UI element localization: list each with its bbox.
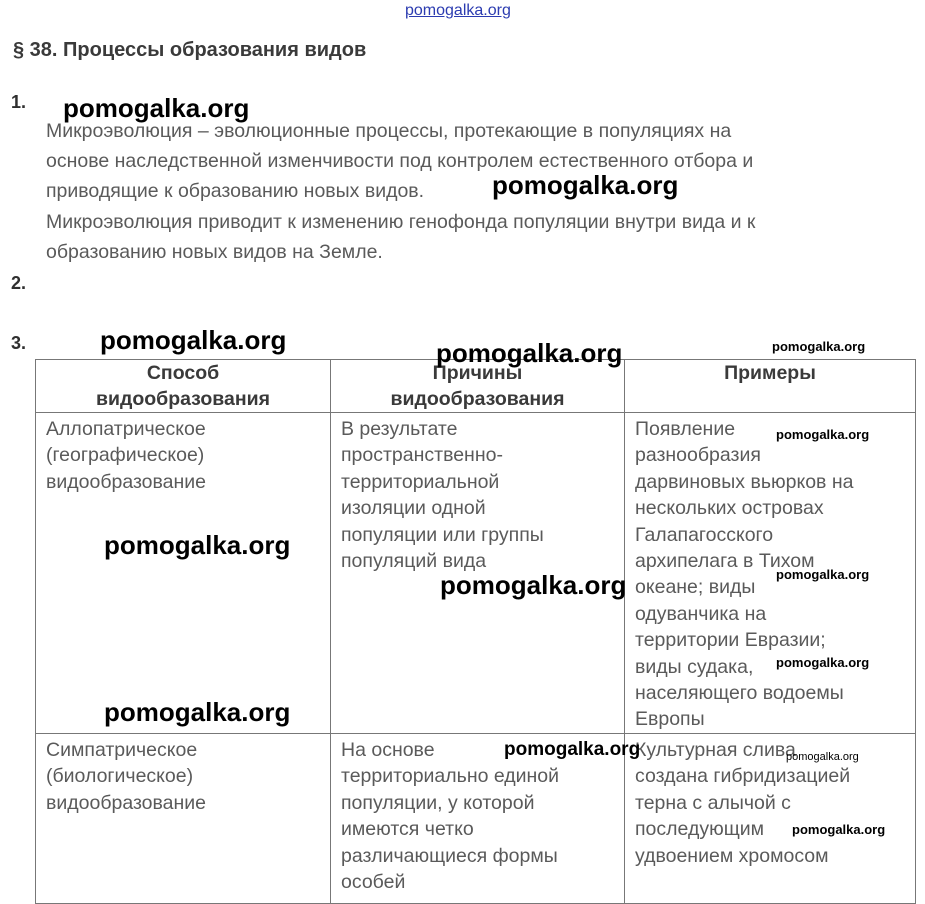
question-1-number: 1. (11, 92, 27, 112)
cell-line: территории Евразии; (635, 629, 826, 652)
cell-line: видообразование (46, 791, 207, 814)
cell-line: территориальной (341, 470, 500, 493)
cell-line: изоляции одной (341, 497, 486, 520)
header-line: видообразования (390, 388, 565, 410)
cell-line: дарвиновых вьюрков на (635, 470, 854, 493)
header-line: Примеры (724, 362, 816, 384)
header-line: Причины (432, 362, 523, 384)
cell-line: популяции, у которой (341, 791, 535, 814)
table-cell-method (36, 733, 331, 903)
watermark: pomogalka.org (772, 339, 866, 354)
table-row (36, 733, 916, 903)
cell-line: пространственно- (341, 444, 503, 467)
cell-line: На основе (341, 738, 435, 761)
cell-line: популяций вида (341, 550, 487, 573)
text-line: приводящие к образованию новых видов. (46, 180, 425, 202)
table-cell-examples (625, 413, 916, 734)
cell-line: В результате (341, 418, 458, 440)
cell-line: (географическое) (46, 444, 205, 467)
cell-line: различающиеся формы (341, 844, 558, 867)
cell-line: терна с алычой с (635, 791, 791, 814)
watermark: pomogalka.org (436, 338, 623, 368)
cell-line: создана гибридизацией (635, 765, 851, 788)
cell-line: виды судака, (635, 655, 754, 678)
cell-line: Культурная слива (635, 738, 796, 761)
watermark: pomogalka.org (104, 530, 291, 560)
question-2-number: 2. (11, 273, 27, 293)
watermark: pomogalka.org (792, 822, 886, 837)
watermark: pomogalka.org (504, 739, 641, 760)
cell-line: популяции или группы (341, 523, 544, 546)
cell-line: имеются четко (341, 818, 474, 841)
text-line: образованию новых видов на Земле. (46, 241, 383, 263)
cell-line: Галапагосского (635, 523, 774, 546)
cell-line: территориально единой (341, 765, 560, 788)
header-examples (625, 360, 916, 413)
cell-line: Европы (635, 708, 705, 731)
cell-line: удвоением хромосом (635, 844, 829, 867)
cell-line: архипелага в Тихом (635, 550, 815, 573)
text-line: Микроэволюция – эволюционные процессы, протекающие в популяциях на (46, 120, 732, 142)
watermark: pomogalka.org (776, 427, 870, 442)
watermark: pomogalka.org (100, 325, 287, 355)
cell-line: одуванчика на (635, 602, 767, 625)
cell-line: последующим (635, 818, 765, 841)
cell-line: видообразование (46, 470, 207, 493)
question-3-number: 3. (11, 333, 27, 353)
table-cell-examples (625, 733, 916, 903)
watermark: pomogalka.org (104, 697, 291, 727)
cell-line: Аллопатрическое (46, 418, 206, 440)
text-line: Микроэволюция приводит к изменению генофонда популяции внутри вида и к (46, 211, 756, 233)
header-method (36, 360, 331, 413)
text-line: основе наследственной изменчивости под контролем естественного отбора и (46, 150, 754, 172)
cell-line: (биологическое) (46, 765, 194, 788)
cell-line: разнообразия (635, 444, 761, 467)
watermark-top-link[interactable]: pomogalka.org (405, 2, 511, 19)
watermark: pomogalka.org (492, 170, 679, 200)
watermark: pomogalka.org (776, 655, 870, 670)
watermark: pomogalka.org (776, 567, 870, 582)
page-title: § 38. Процессы образования видов (13, 39, 367, 61)
question-1-paragraph-2 (46, 207, 755, 267)
cell-line: Появление (635, 418, 736, 440)
header-line: Способ (146, 362, 220, 384)
watermark: pomogalka.org (63, 93, 250, 123)
watermark: pomogalka.org (786, 751, 859, 763)
watermark: pomogalka.org (440, 570, 627, 600)
cell-line: нескольких островах (635, 497, 824, 520)
table-cell-method (36, 413, 331, 734)
cell-line: особей (341, 870, 406, 893)
header-line: видообразования (95, 388, 271, 410)
cell-line: Симпатрическое (46, 738, 198, 761)
cell-line: океане; виды (635, 576, 756, 599)
cell-line: населяющего водоемы (635, 682, 844, 705)
